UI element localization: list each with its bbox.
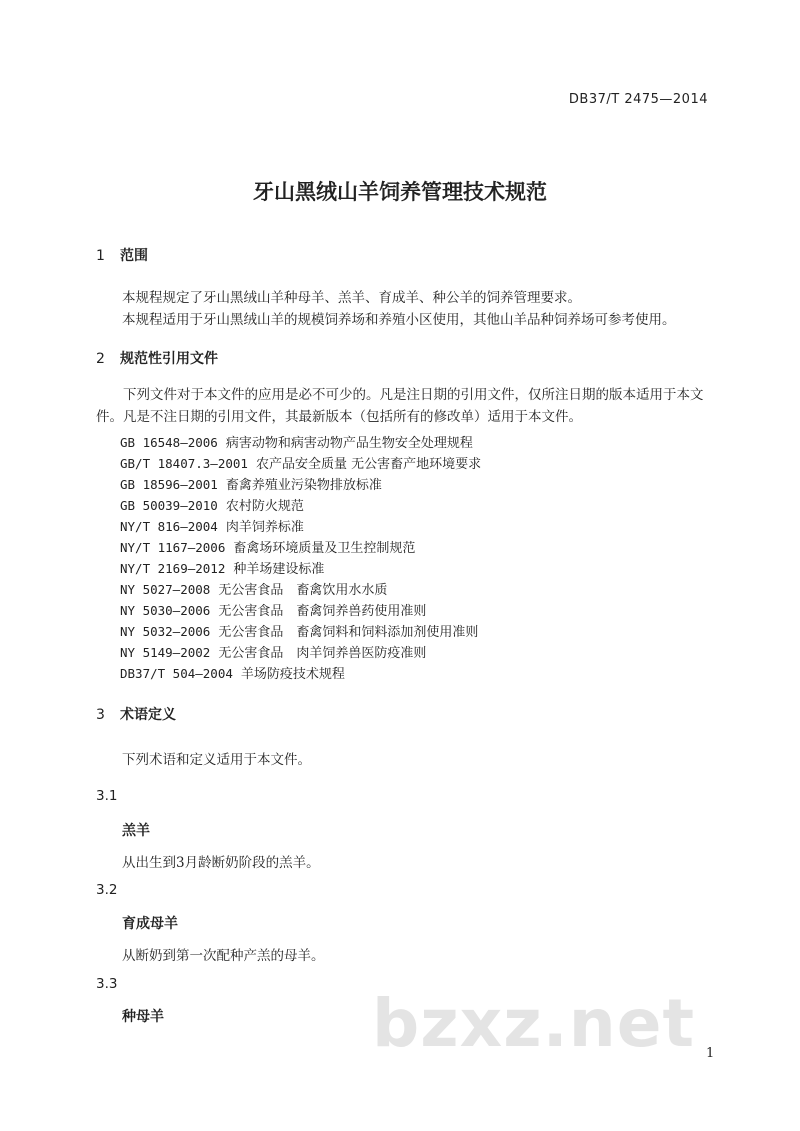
reference-item	[120, 663, 345, 682]
reference-name: 农村防火规范	[225, 499, 304, 514]
term-definition: 从出生到3月龄断奶阶段的羔羊。	[122, 855, 320, 871]
reference-name: 无公害食品 畜禽饲养兽药使用准则	[218, 604, 427, 619]
document-number: DB37/T 2475—2014	[568, 92, 708, 107]
reference-name: 肉羊饲养标准	[225, 520, 304, 535]
reference-code: DB37/T 504—2004	[120, 666, 233, 681]
reference-item	[120, 537, 415, 556]
reference-code: NY/T 816—2004	[120, 519, 218, 534]
section-3-heading	[96, 704, 176, 724]
section-2-heading	[96, 348, 218, 368]
terms-intro: 下列术语和定义适用于本文件。	[122, 752, 311, 768]
reference-item	[120, 621, 478, 640]
reference-code: GB 18596—2001	[120, 477, 218, 492]
reference-code: NY/T 1167—2006	[120, 540, 226, 555]
reference-code: GB 16548—2006	[120, 435, 218, 450]
section-1-heading	[96, 245, 148, 265]
reference-code: NY 5149—2002	[120, 645, 211, 660]
scope-line-2: 本规程适用于牙山黑绒山羊的规模饲养场和养殖小区使用，其他山羊品种饲养场可参考使用。	[122, 312, 676, 328]
reference-item	[120, 453, 481, 472]
page-number: 1	[706, 1046, 715, 1061]
term-number: 3.1	[96, 788, 118, 804]
reference-name: 种羊场建设标准	[233, 562, 325, 577]
section-title: 规范性引用文件	[120, 351, 218, 367]
reference-name: 无公害食品 肉羊饲养兽医防疫准则	[218, 646, 427, 661]
reference-item	[120, 432, 473, 451]
reference-item	[120, 558, 324, 577]
reference-item	[120, 600, 426, 619]
watermark-text: bzxz.net	[372, 985, 696, 1062]
section-number: 1	[96, 248, 105, 264]
reference-code: NY/T 2169—2012	[120, 561, 226, 576]
term-number: 3.3	[96, 976, 118, 992]
reference-name: 羊场防疫技术规程	[240, 667, 345, 682]
term-definition: 从断奶到第一次配种产羔的母羊。	[122, 948, 325, 964]
reference-item	[120, 579, 387, 598]
term-title: 种母羊	[122, 1009, 164, 1025]
reference-name: 畜禽养殖业污染物排放标准	[225, 478, 382, 493]
reference-name: 农产品安全质量 无公害畜产地环境要求	[255, 457, 482, 472]
reference-item	[120, 516, 304, 535]
document-title: 牙山黑绒山羊饲养管理技术规范	[253, 180, 547, 204]
section-number: 2	[96, 351, 105, 367]
reference-code: NY 5027—2008	[120, 582, 211, 597]
section-title: 范围	[120, 248, 148, 264]
reference-code: GB 50039—2010	[120, 498, 218, 513]
references-intro: 下列文件对于本文件的应用是必不可少的。凡是注日期的引用文件，仅所注日期的版本适用于本文件。凡是不注日期的引用文件，其最新版本（包括所有的修改单）适用于本文件。	[96, 387, 704, 425]
reference-name: 病害动物和病害动物产品生物安全处理规程	[225, 436, 473, 451]
term-title: 羔羊	[122, 823, 150, 839]
scope-line-1: 本规程规定了牙山黑绒山羊种母羊、羔羊、育成羊、种公羊的饲养管理要求。	[122, 290, 581, 306]
reference-item	[120, 642, 426, 661]
reference-code: NY 5032—2006	[120, 624, 211, 639]
reference-code: GB/T 18407.3—2001	[120, 456, 248, 471]
reference-name: 畜禽场环境质量及卫生控制规范	[233, 541, 416, 556]
reference-code: NY 5030—2006	[120, 603, 211, 618]
reference-item	[120, 495, 304, 514]
section-number: 3	[96, 707, 105, 723]
section-title: 术语定义	[120, 707, 176, 723]
reference-name: 无公害食品 畜禽饲料和饲料添加剂使用准则	[218, 625, 479, 640]
term-title: 育成母羊	[122, 916, 178, 932]
reference-item	[120, 474, 382, 493]
reference-name: 无公害食品 畜禽饮用水水质	[218, 583, 388, 598]
term-number: 3.2	[96, 882, 118, 898]
